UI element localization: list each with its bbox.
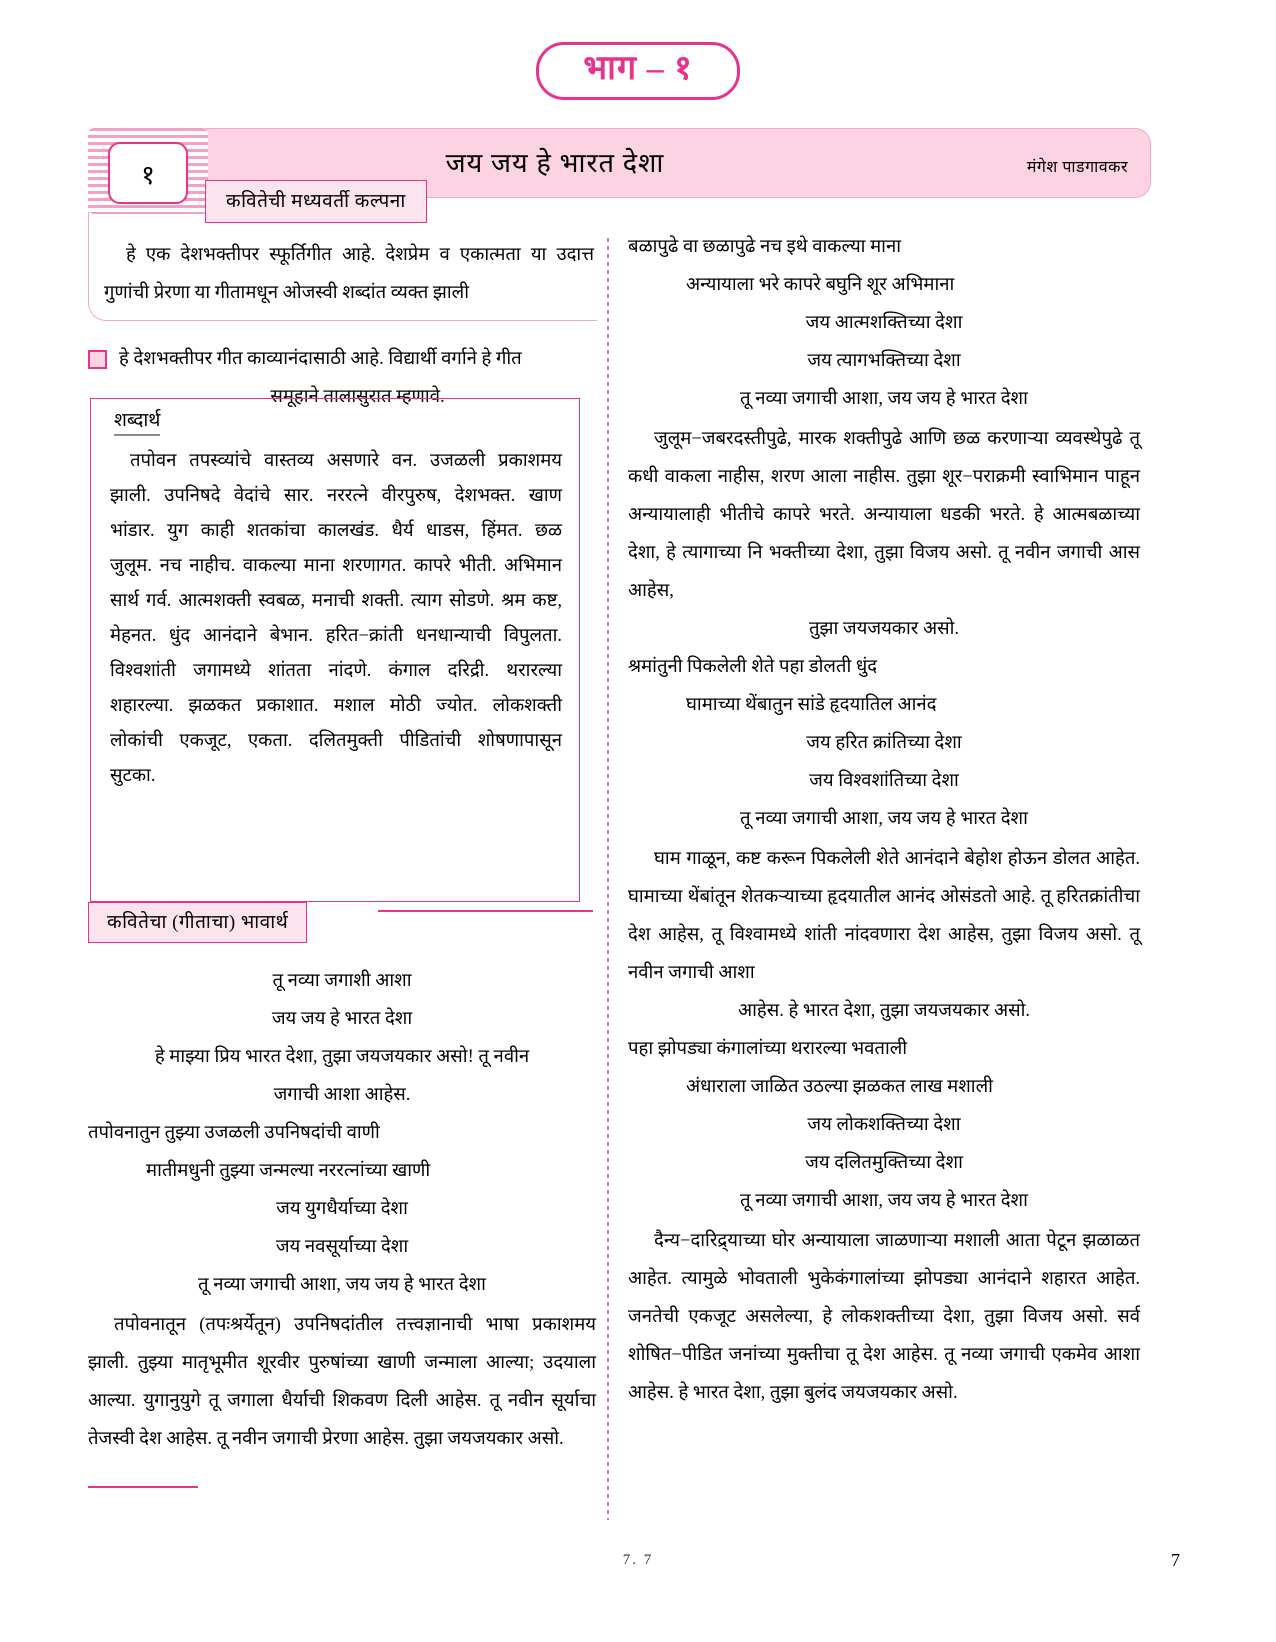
central-idea-tab: कवितेची मध्यवर्ती कल्पना — [205, 180, 427, 223]
bhavarth-heading: कवितेचा (गीताचा) भावार्थ — [88, 902, 307, 943]
verse-line: घामाच्या थेंबातुन सांडे हृदयातिल आनंद — [686, 695, 937, 715]
verse-line: तू नव्या जगाची आशा, जय जय हे भारत देशा — [740, 389, 1028, 409]
text-line: हे माझ्या प्रिय भारत देशा, तुझा जयजयकार असो! तू नवीन — [154, 1047, 530, 1067]
square-bullet-icon — [88, 350, 107, 369]
verse-line: तू नव्या जगाची आशा, जय जय हे भारत देशा — [740, 809, 1028, 829]
verse-line: श्रमांतुनी पिकलेली शेते पहा डोलती धुंद — [628, 657, 878, 677]
right-column — [628, 228, 1140, 1412]
text-line: जगाची आशा आहेस. — [273, 1085, 411, 1105]
verse-line: मातीमधुनी तुझ्या जन्मल्या नररत्नांच्या खाणी — [146, 1161, 431, 1181]
verse-line: जय दलितमुक्तिच्या देशा — [805, 1153, 963, 1173]
left-column-bottom-rule — [88, 1486, 198, 1488]
paragraph: दैन्य−दारिद्र्याच्या घोर अन्यायाला जाळणाऱ्या मशाली आता पेटून झळाळत आहेत. त्यामुळे भोवताली भुकेकंगालांच्या झोपड्या आनंदाने शहारत आहेत. जनतेची एकजूट असलेल्या, हे लोकशक्तीच्या देशा, तुझा विजय असो. सर्व शोषित−पीडित जनांच्या मुक्तीचा तू देश आहेस. तू नव्या जगाची एकमेव आशा आहेस. हे भारत देशा, तुझा बुलंद जयजयकार असो. — [628, 1231, 1140, 1403]
paragraph: घाम गाळून, कष्ट करून पिकलेली शेते आनंदाने बेहोश होऊन डोलत आहेत. घामाच्या थेंबांतून शेतकऱ्याच्या हृदयातील आनंद ओसंडतो आहे. तू हरितक्रांतीचा देश आहेस, तू विश्वामध्ये शांती नांदवणारा देश आहेस, तुझा विजय असो. तू नवीन जगाची आशा — [628, 849, 1140, 983]
central-idea-line-2: उदात्त गुणांची प्रेरणा या गीतामधून ओजस्वी शब्दांत व्यक्त झाली — [104, 245, 594, 303]
verse-line: तू नव्या जगाची आशा, जय जय हे भारत देशा — [740, 1191, 1028, 1211]
verse-line: तुझा जयजयकार असो. — [808, 619, 960, 639]
verse-line: जय विश्वशांतिच्या देशा — [809, 771, 959, 791]
column-divider — [607, 238, 609, 1520]
central-idea-text — [104, 236, 594, 312]
verse-line: आहेस. हे भारत देशा, तुझा जयजयकार असो. — [737, 1001, 1031, 1021]
chapter-author: मंगेश पाडगावकर — [1026, 159, 1128, 176]
part-badge: भाग – १ — [536, 42, 740, 100]
verse-line: अन्यायाला भरे कापरे बघुनि शूर अभिमाना — [686, 275, 955, 295]
verse-line: तपोवनातुन तुझ्या उजळली उपनिषदांची वाणी — [88, 1123, 380, 1143]
verse-line: जय नवसूर्याच्या देशा — [275, 1237, 409, 1257]
central-idea-line-1: हे एक देशभक्तीपर स्फूर्तिगीत आहे. देशप्रेम व एकात्मता या — [126, 245, 547, 265]
left-column — [88, 962, 596, 1458]
paragraph: तपोवनातून (तपःश्रर्येतून) उपनिषदांतील तत्त्वज्ञानाची भाषा प्रकाशमय झाली. तुझ्या मातृभूमीत शूरवीर पुरुषांच्या खाणी जन्माला आल्या; उदयाला आल्या. युगानुयुगे तू जगाला धैर्याची शिकवण दिली आहेस. तू नवीन सूर्याचा तेजस्वी देश आहेस. तू नवीन जगाची प्रेरणा आहेस. तुझा जयजयकार असो. — [88, 1315, 596, 1449]
verse-line: बळापुढे वा छळापुढे नच इथे वाकल्या माना — [628, 237, 902, 257]
chapter-number: १ — [108, 142, 188, 204]
footer-code: 7. 7 — [622, 1552, 654, 1568]
instruction-line-1: हे देशभक्तीपर गीत काव्यानंदासाठी आहे. विद्यार्थी वर्गाने हे गीत — [119, 349, 522, 369]
part-badge-container — [0, 42, 1276, 100]
glossary-heading: शब्दार्थ — [114, 406, 160, 436]
glossary-text: तपोवन तपस्व्यांचे वास्तव्य असणारे वन. उजळली प्रकाशमय झाली. उपनिषदे वेदांचे सार. नररत्ने वीरपुरुष, देशभक्त. खाण भांडार. युग काही शतकांचा कालखंड. धैर्य धाडस, हिंमत. छळ जुलूम. नच नाहीच. वाकल्या माना शरणागत. कापरे भीती. अभिमान सार्थ गर्व. आत्मशक्ती स्वबळ, मनाची शक्ती. त्याग सोडणे. श्रम कष्ट, मेहनत. धुंद आनंदाने बेभान. हरित−क्रांती धनधान्याची विपुलता. विश्वशांती जगामध्ये शांतता नांदणे. कंगाल दरिद्री. थरारल्या शहारल्या. झळकत प्रकाशात. मशाल मोठी ज्योत. लोकशक्ती लोकांची एकजूट, एकता. दलितमुक्ती पीडितांची शोषणापासून सुटका. — [110, 451, 562, 786]
page-title: जय जय हे भारत देशा — [445, 148, 665, 178]
verse-line: पहा झोपड्या कंगालांच्या थरारल्या भवताली — [628, 1039, 908, 1059]
verse-line: जय लोकशक्तिच्या देशा — [807, 1115, 961, 1135]
bhavarth-heading-rule — [378, 910, 593, 912]
page-number: 7 — [1171, 1550, 1180, 1570]
verse-line: तू नव्या जगाची आशा, जय जय हे भारत देशा — [198, 1275, 486, 1295]
instruction-line-2: समूहाने तालासुरात म्हणावे. — [270, 387, 445, 407]
verse-line: जय जय हे भारत देशा — [271, 1009, 413, 1029]
verse-line: जय युगधैर्याच्या देशा — [276, 1199, 408, 1219]
verse-line: जय आत्मशक्तिच्या देशा — [805, 313, 963, 333]
verse-line: जय त्यागभक्तिच्या देशा — [807, 351, 961, 371]
verse-line: जय हरित क्रांतिच्या देशा — [806, 733, 962, 753]
paragraph: जुलूम−जबरदस्तीपुढे, मारक शक्तीपुढे आणि छळ करणाऱ्या व्यवस्थेपुढे तू कधी वाकला नाहीस, शरण आला नाहीस. तुझा शूर−पराक्रमी स्वाभिमान पाहून अन्यायालाही भीतीचे कापरे भरते. अन्यायाला धडकी भरते. हे आत्मबळाच्या देशा, हे त्यागाच्या नि भक्तीच्या देशा, तुझा विजय असो. तू नवीन जगाची आस आहेस, — [628, 429, 1140, 601]
verse-line: अंधाराला जाळित उठल्या झळकत लाख मशाली — [686, 1077, 993, 1097]
verse-line: तू नव्या जगाशी आशा — [272, 971, 412, 991]
